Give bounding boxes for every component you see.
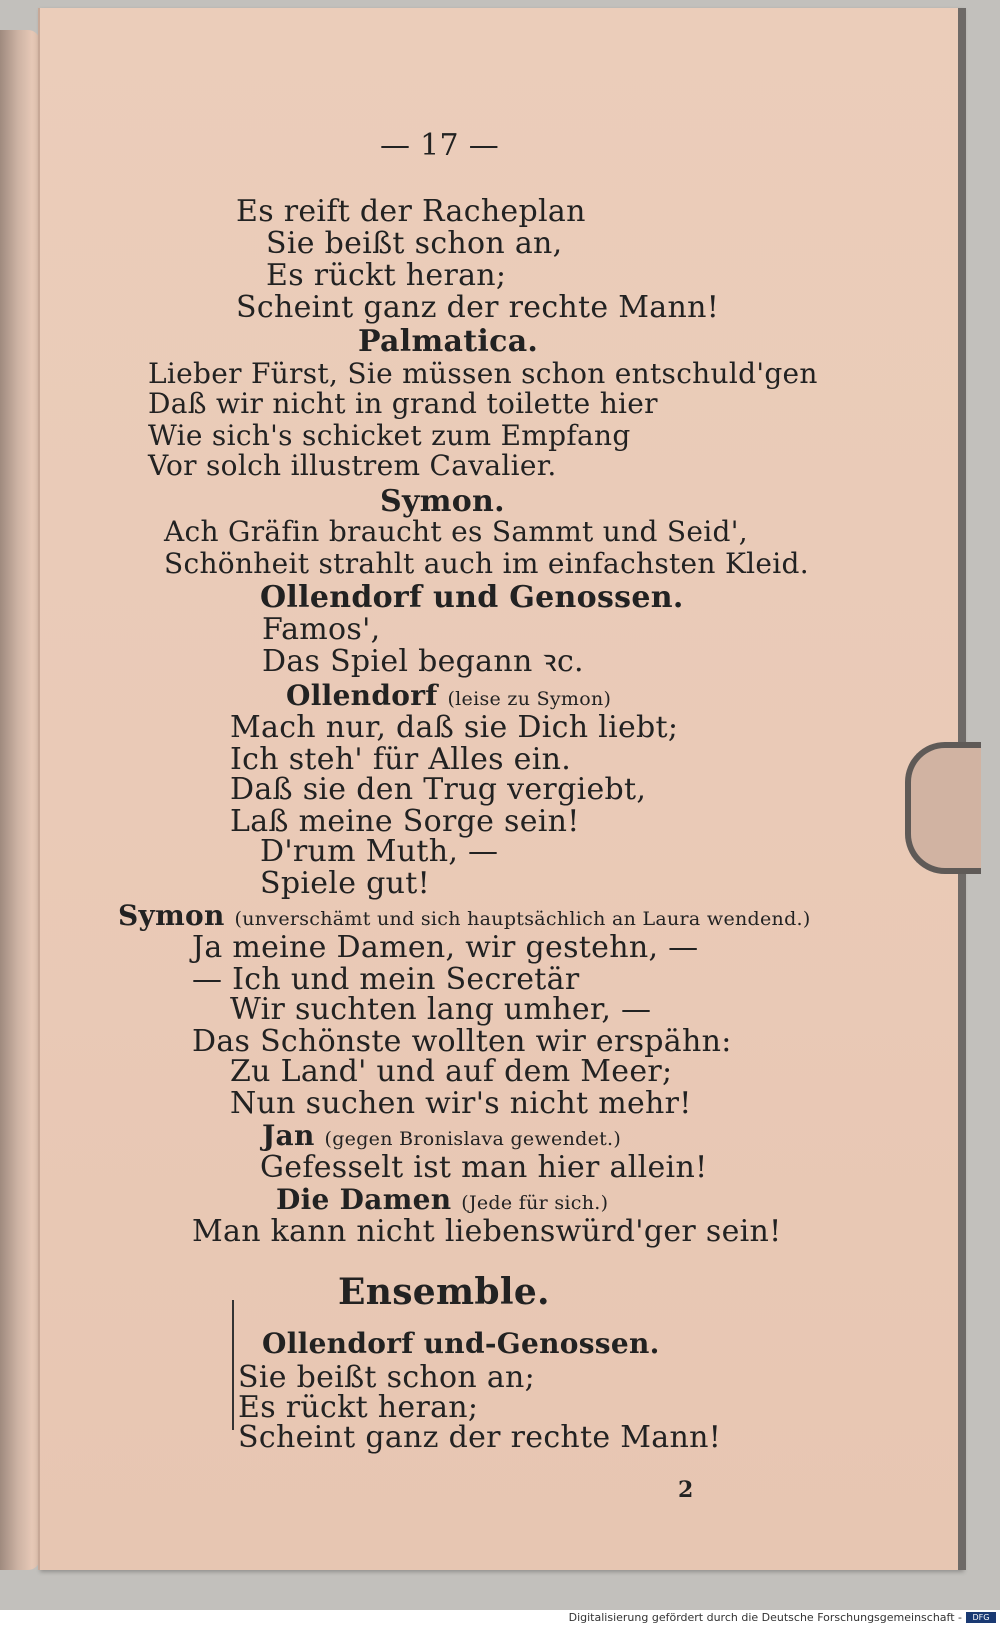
speaker-name: Jan bbox=[262, 1119, 315, 1152]
verse-line: Es rückt heran; bbox=[238, 1390, 479, 1425]
verse-line: Scheint ganz der rechte Mann! bbox=[236, 290, 720, 325]
stage-direction: (leise zu Symon) bbox=[447, 688, 612, 710]
digitization-footer bbox=[0, 1610, 1000, 1625]
verse-line: Man kann nicht liebenswürd'ger sein! bbox=[192, 1214, 782, 1249]
dfg-logo: DFG bbox=[966, 1612, 996, 1623]
speaker-name: Ollendorf und Genossen. bbox=[260, 580, 684, 615]
verse-line: Daß sie den Trug vergiebt, bbox=[230, 772, 647, 807]
footer-credit: Digitalisierung gefördert durch die Deutsche Forschungsgemeinschaft - bbox=[568, 1611, 962, 1624]
speaker-name: Die Damen bbox=[276, 1183, 452, 1216]
speaker-name: Palmatica. bbox=[358, 324, 539, 359]
speaker-name: Symon bbox=[118, 899, 225, 932]
speaker-name: Ollendorf bbox=[286, 679, 438, 712]
verse-line: Famos', bbox=[262, 612, 381, 647]
verse-line: Es reift der Racheplan bbox=[236, 194, 586, 229]
verse-line: Wie sich's schicket zum Empfang bbox=[148, 419, 631, 452]
page-text bbox=[40, 8, 962, 1570]
verse-line: D'rum Muth, — bbox=[260, 834, 499, 869]
verse-line: Zu Land' und auf dem Meer; bbox=[230, 1054, 673, 1089]
ensemble-brace bbox=[232, 1300, 244, 1430]
verse-line: Ja meine Damen, wir gestehn, — bbox=[192, 930, 699, 965]
verse-line: Schönheit strahlt auch im einfachsten Kleid. bbox=[164, 547, 809, 580]
verse-line: Gefesselt ist man hier allein! bbox=[260, 1150, 708, 1185]
verse-line: — Ich und mein Secretär bbox=[192, 962, 580, 997]
stage-direction: (unverschämt und sich hauptsächlich an Laura wendend.) bbox=[234, 908, 811, 930]
verse-line: Das Spiel begann ꝛc. bbox=[262, 644, 584, 679]
section-heading: Ensemble. bbox=[338, 1271, 550, 1313]
signature-mark: 2 bbox=[678, 1477, 694, 1503]
verse-line: Mach nur, daß sie Dich liebt; bbox=[230, 710, 679, 745]
page-number: — 17 — bbox=[380, 128, 500, 163]
verse-line: Spiele gut! bbox=[260, 866, 430, 901]
book-page bbox=[38, 8, 962, 1570]
verse-line: Wir suchten lang umher, — bbox=[230, 992, 652, 1027]
verse-line: Nun suchen wir's nicht mehr! bbox=[230, 1086, 692, 1121]
stage-direction: (gegen Bronislava gewendet.) bbox=[324, 1128, 622, 1150]
verse-line: Laß meine Sorge sein! bbox=[230, 804, 580, 839]
book-spine-edge bbox=[0, 30, 40, 1570]
verse-line: Ich steh' für Alles ein. bbox=[230, 742, 572, 777]
verse-line: Das Schönste wollten wir erspähn: bbox=[192, 1024, 732, 1059]
verse-line: Sie beißt schon an; bbox=[238, 1360, 536, 1395]
stage-direction: (Jede für sich.) bbox=[461, 1192, 609, 1214]
verse-line: Vor solch illustrem Cavalier. bbox=[148, 449, 557, 482]
speaker-name: Ollendorf und-Genossen. bbox=[262, 1327, 660, 1360]
verse-line: Daß wir nicht in grand toilette hier bbox=[148, 387, 658, 420]
verse-line: Scheint ganz der rechte Mann! bbox=[238, 1420, 722, 1455]
verse-line: Lieber Fürst, Sie müssen schon entschuld'gen bbox=[148, 357, 818, 390]
verse-line: Ach Gräfin braucht es Sammt und Seid', bbox=[164, 515, 748, 548]
verse-line: Sie beißt schon an, bbox=[266, 226, 563, 261]
page-clip-tab bbox=[905, 742, 981, 874]
verse-line: Es rückt heran; bbox=[266, 258, 507, 293]
speaker-name: Symon. bbox=[380, 484, 505, 519]
